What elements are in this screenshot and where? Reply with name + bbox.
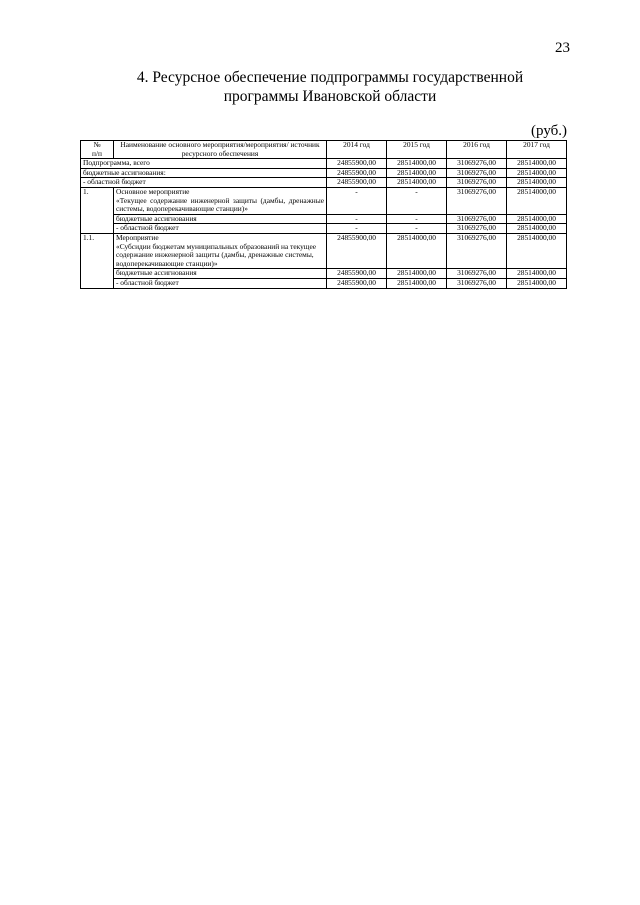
row-main-regional-2015: -	[387, 224, 447, 234]
row-sub-budget-2016: 31069276,00	[447, 269, 507, 279]
header-2016: 2016 год	[447, 141, 507, 159]
row-sub-regional-2015: 28514000,00	[387, 278, 447, 288]
page-title	[60, 68, 600, 106]
currency-unit: (руб.)	[531, 123, 567, 139]
table-row	[81, 168, 567, 178]
row-budget-2014: 24855900,00	[327, 168, 387, 178]
row-main-2017: 28514000,00	[507, 187, 567, 214]
row-main-2015: -	[387, 187, 447, 214]
title-line-2: программы Ивановской области	[223, 88, 437, 105]
row-sub-regional-2014: 24855900,00	[327, 278, 387, 288]
header-2014: 2014 год	[327, 141, 387, 159]
row-main-budget-2015: -	[387, 214, 447, 224]
table-row	[81, 224, 567, 234]
row-main-regional-2014: -	[327, 224, 387, 234]
row-sub-2017: 28514000,00	[507, 233, 567, 268]
row-sub-regional-label: - областной бюджет	[114, 278, 327, 288]
row-main-budget-2017: 28514000,00	[507, 214, 567, 224]
row-total-2016: 31069276,00	[447, 159, 507, 169]
row-total-2017: 28514000,00	[507, 159, 567, 169]
row-regional-label: - областной бюджет	[81, 178, 327, 188]
table-header-row	[81, 141, 567, 159]
row-sub-regional-2016: 31069276,00	[447, 278, 507, 288]
row-budget-label: бюджетные ассигнования:	[81, 168, 327, 178]
row-budget-2016: 31069276,00	[447, 168, 507, 178]
row-sub-regional-2017: 28514000,00	[507, 278, 567, 288]
row-budget-2017: 28514000,00	[507, 168, 567, 178]
page-number: 23	[555, 40, 570, 56]
row-main-budget-2014: -	[327, 214, 387, 224]
row-main-regional-2017: 28514000,00	[507, 224, 567, 234]
row-main-regional-label: - областной бюджет	[114, 224, 327, 234]
row-budget-2015: 28514000,00	[387, 168, 447, 178]
row-sub-label: Мероприятие «Субсидии бюджетам муниципальных образований на текущее содержание инженерной защиты (дамбы, дренажные системы, водоперекачивающие станции)»	[114, 233, 327, 268]
header-num: № п/п	[81, 141, 114, 159]
header-2017: 2017 год	[507, 141, 567, 159]
row-main-budget-2016: 31069276,00	[447, 214, 507, 224]
table-row	[81, 159, 567, 169]
row-total-label: Подпрограмма, всего	[81, 159, 327, 169]
row-total-2014: 24855900,00	[327, 159, 387, 169]
header-name: Наименование основного мероприятия/мероприятия/ источник ресурсного обеспечения	[114, 141, 327, 159]
row-sub-budget-2014: 24855900,00	[327, 269, 387, 279]
table-row	[81, 214, 567, 224]
row-main-regional-2016: 31069276,00	[447, 224, 507, 234]
header-2015: 2015 год	[387, 141, 447, 159]
row-sub-2016: 31069276,00	[447, 233, 507, 268]
row-sub-budget-2017: 28514000,00	[507, 269, 567, 279]
table-row	[81, 233, 567, 268]
row-sub-num: 1.1.	[81, 233, 114, 288]
row-regional-2014: 24855900,00	[327, 178, 387, 188]
row-total-2015: 28514000,00	[387, 159, 447, 169]
table-row	[81, 178, 567, 188]
row-sub-budget-label: бюджетные ассигнования	[114, 269, 327, 279]
row-main-2016: 31069276,00	[447, 187, 507, 214]
row-main-2014: -	[327, 187, 387, 214]
table-row	[81, 278, 567, 288]
table-row	[81, 269, 567, 279]
row-sub-2015: 28514000,00	[387, 233, 447, 268]
row-regional-2016: 31069276,00	[447, 178, 507, 188]
row-main-num: 1.	[81, 187, 114, 233]
resource-table	[80, 140, 567, 289]
row-regional-2015: 28514000,00	[387, 178, 447, 188]
table-row	[81, 187, 567, 214]
row-main-label: Основное мероприятие «Текущее содержание инженерной защиты (дамбы, дренажные системы, водоперекачивающие станции)»	[114, 187, 327, 214]
row-regional-2017: 28514000,00	[507, 178, 567, 188]
row-main-budget-label: бюджетные ассигнования	[114, 214, 327, 224]
row-sub-budget-2015: 28514000,00	[387, 269, 447, 279]
title-line-1: 4. Ресурсное обеспечение подпрограммы государственной	[136, 69, 524, 86]
row-sub-2014: 24855900,00	[327, 233, 387, 268]
